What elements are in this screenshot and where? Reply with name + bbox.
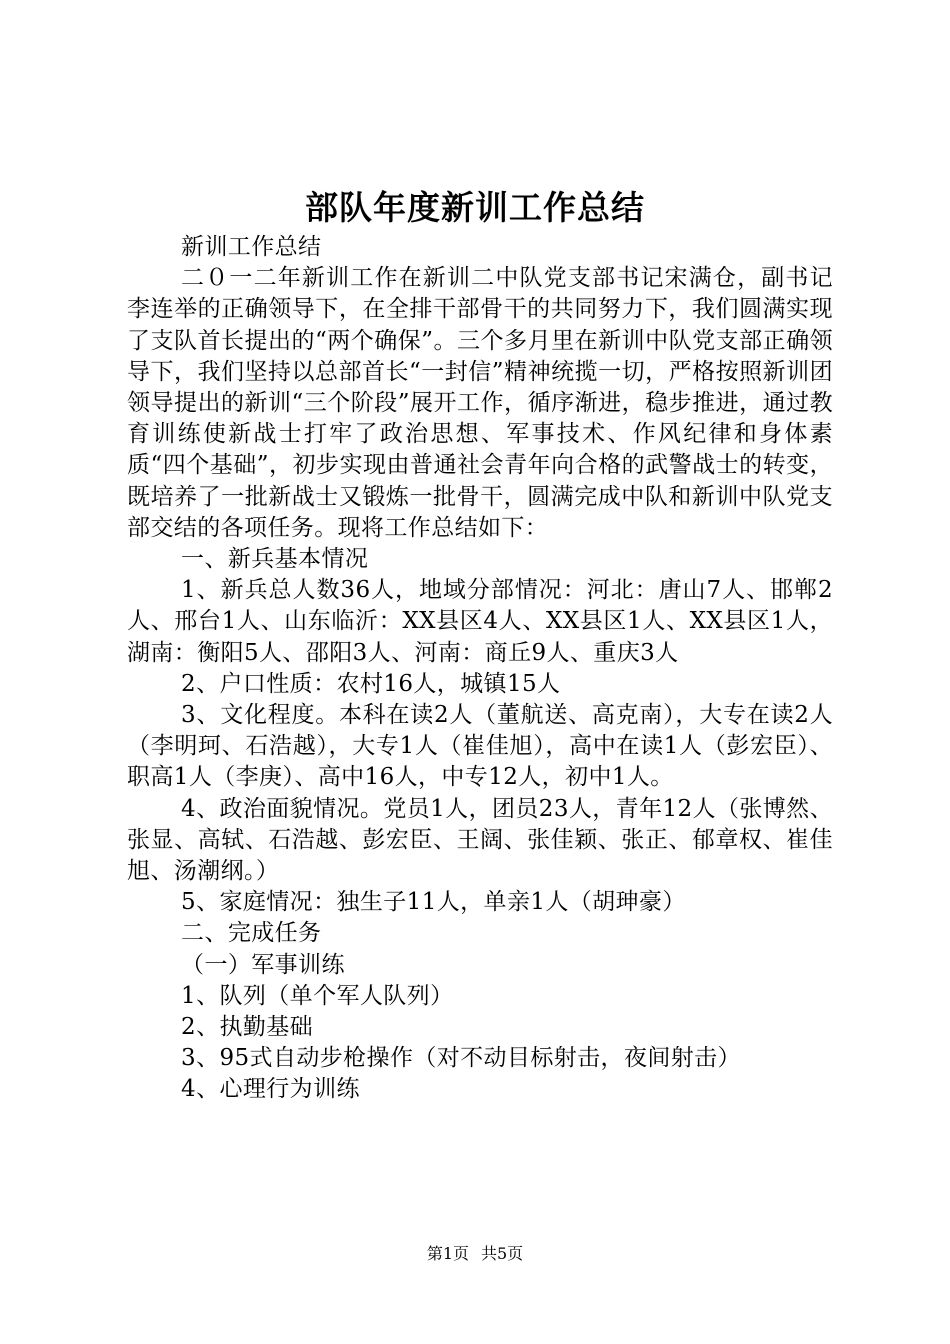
list-item-duty-basics: 2、执勤基础 [181,1014,314,1041]
paragraph-education: 3、文化程度。本科在读2人（董航送、高克南），大专在读2人（李明珂、石浩越），大专1人（崔佳旭），高中在读1人（彭宏臣）、职高1人（李庚）、高中16人，中专12人，初中1人。 [127,702,833,791]
paragraph-intro: 二０一二年新训工作在新训二中队党支部书记宋满仓，副书记李连举的正确领导下，在全排干部骨干的共同努力下，我们圆满实现了支队首长提出的“两个确保”。三个多月里在新训中队党支部正确领导下，我们坚持以总部首长“一封信”精神统揽一切，严格按照新训团领导提出的新训“三个阶段”展开工作，循序渐进，稳步推进，通过教育训练使新战士打牢了政治思想、军事技术、作风纪律和身体素质“四个基础”，初步实现由普通社会青年向合格的武警战士的转变，既培养了一批新战士又锻炼一批骨干，圆满完成中队和新训中队党支部交结的各项任务。现将工作总结如下： [127,265,833,541]
paragraph-household: 2、户口性质：农村16人，城镇15人 [181,670,561,697]
section-heading-tasks: 二、完成任务 [181,920,322,947]
page-total: 共5页 [481,1244,524,1263]
list-item-drill: 1、队列（单个军人队列） [181,982,454,1009]
page-footer [0,1243,950,1265]
section-heading-basic-info: 一、新兵基本情况 [181,546,369,573]
paragraph-total-count: 1、新兵总人数36人，地域分部情况：河北：唐山7人、邯郸2人、邢台1人、山东临沂：XX县区4人、XX县区1人、XX县区1人，湖南：衡阳5人、邵阳3人、河南：商丘9人、重庆3人 [127,577,833,666]
document-title: 部队年度新训工作总结 [305,188,645,227]
list-item-rifle-operation: 3、95式自动步枪操作（对不动目标射击，夜间射击） [181,1045,741,1072]
page-number: 第1页 [426,1244,469,1263]
list-item-psychological-training: 4、心理行为训练 [181,1076,360,1103]
subsection-heading-military-training: （一）军事训练 [181,951,345,978]
paragraph-family: 5、家庭情况：独生子11人，单亲1人（胡珅豪） [181,889,686,916]
paragraph-political-status: 4、政治面貌情况。党员1人，团员23人，青年12人（张博然、张显、高轼、石浩越、彭宏臣、王阔、张佳颖、张正、郁章权、崔佳旭、汤潮纲。） [127,795,833,885]
document-body [127,232,833,1106]
paragraph-subtitle: 新训工作总结 [181,234,322,260]
